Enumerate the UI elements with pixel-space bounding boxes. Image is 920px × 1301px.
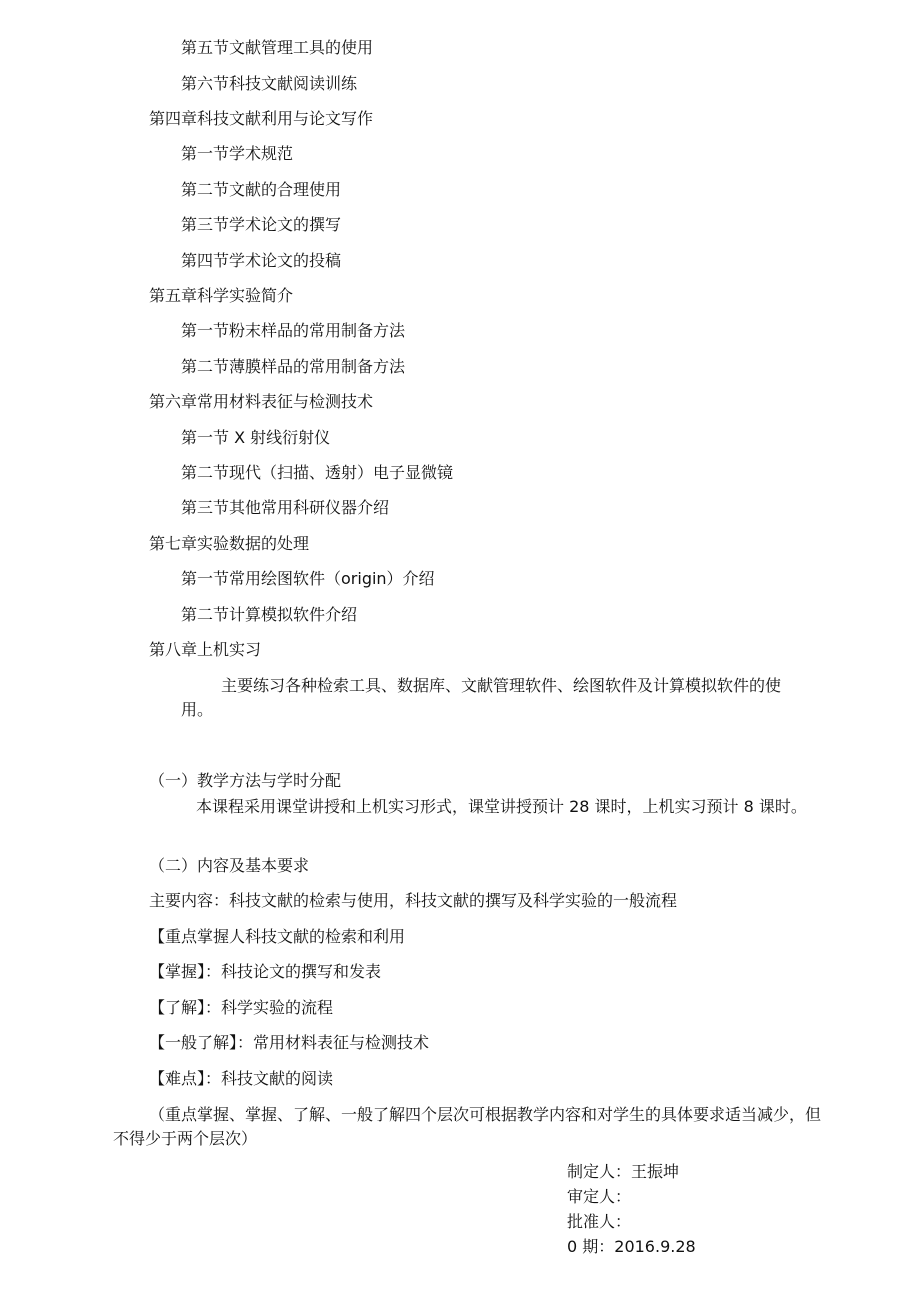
toc-section-line: 第二节计算模拟软件介绍 [181,605,358,624]
toc-chapter-line: 第六章常用材料表征与检测技术 [149,392,374,411]
toc-chapter-line: 第七章实验数据的处理 [149,534,310,553]
toc-section-line: 第二节薄膜样品的常用制备方法 [181,357,406,376]
toc-section-line: 第二节现代（扫描、透射）电子显微镜 [181,463,454,482]
content-master: 【掌握】：科技论文的撰写和发表 [149,962,382,981]
toc-section-line: 第一节 X 射线衍射仪 [181,428,331,447]
practice-note: 主要练习各种检索工具、数据库、文献管理软件、绘图软件及计算模拟软件的使用。 [181,676,782,719]
approver-line: 批准人： [567,1212,632,1231]
teaching-heading: （一）教学方法与学时分配 [149,771,342,790]
teaching-text: 本课程采用课堂讲授和上机实习形式，课堂讲授预计 28 课时，上机实习预计 8 课时。 [196,797,807,816]
toc-section-line: 第五节文献管理工具的使用 [181,38,374,57]
toc-section-line: 第六节科技文献阅读训练 [181,74,358,93]
content-understand: 【了解】：科学实验的流程 [149,998,334,1017]
toc-section-line: 第二节文献的合理使用 [181,180,342,199]
content-difficult: 【难点】：科技文献的阅读 [149,1069,334,1088]
toc-section-line: 第四节学术论文的投稿 [181,251,342,270]
content-key: 【重点掌握人科技文献的检索和利用 [149,927,406,946]
toc-chapter-line: 第四章科技文献利用与论文写作 [149,109,374,128]
content-general: 【一般了解】：常用材料表征与检测技术 [149,1033,430,1052]
toc-section-line: 第一节粉末样品的常用制备方法 [181,321,406,340]
toc-section-line: 第一节常用绘图软件（origin）介绍 [181,569,435,588]
levels-note: （重点掌握、掌握、了解、一般了解四个层次可根据教学内容和对学生的具体要求适当减少，但不得少于两个层次） [113,1105,822,1148]
toc-chapter-line: 第五章科学实验简介 [149,286,294,305]
author-line: 制定人：王振坤 [567,1162,680,1181]
toc-chapter-line: 第八章上机实习 [149,640,262,659]
reviewer-line: 审定人： [567,1187,632,1206]
content-main: 主要内容：科技文献的检索与使用，科技文献的撰写及科学实验的一般流程 [149,891,678,910]
content-heading: （二）内容及基本要求 [149,856,310,875]
date-line: 0 期：2016.9.28 [567,1237,696,1256]
toc-section-line: 第三节其他常用科研仪器介绍 [181,498,390,517]
toc-section-line: 第一节学术规范 [181,144,294,163]
toc-section-line: 第三节学术论文的撰写 [181,215,342,234]
